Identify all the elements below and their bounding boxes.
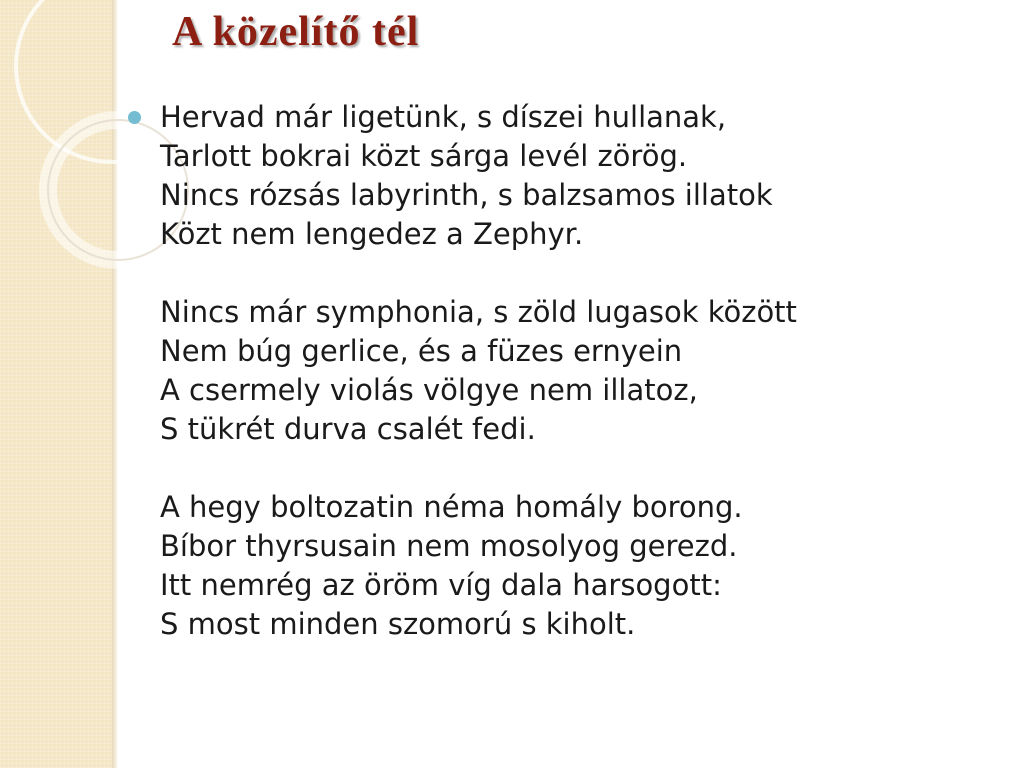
- poem-line: S tükrét durva csalét fedi.: [160, 412, 536, 446]
- slide-content: [128, 98, 988, 644]
- stanza-2: [160, 293, 988, 449]
- poem-line: A csermely violás völgye nem illatoz,: [160, 373, 698, 407]
- poem-line: Közt nem lengedez a Zephyr.: [160, 217, 584, 251]
- slide-title: A közelítő tél: [172, 9, 420, 55]
- side-decoration-band: [0, 0, 112, 768]
- poem-line: A hegy boltozatin néma homály borong.: [160, 490, 743, 524]
- poem-line: S most minden szomorú s kiholt.: [160, 607, 636, 641]
- poem-line: Tarlott bokrai közt sárga levél zörög.: [160, 139, 688, 173]
- poem-line: Itt nemrég az öröm víg dala harsogott:: [160, 568, 722, 602]
- side-band-edge: [112, 0, 118, 768]
- poem-bullet: [128, 98, 988, 644]
- stanza-3: [160, 488, 988, 644]
- poem-line: Nincs rózsás labyrinth, s balzsamos illatok: [160, 178, 773, 212]
- poem-line: Hervad már ligetünk, s díszei hullanak,: [160, 100, 727, 134]
- bullet-dot-icon: [128, 111, 141, 124]
- stanza-1: [160, 98, 988, 254]
- poem-line: Nem búg gerlice, és a füzes ernyein: [160, 334, 683, 368]
- poem-line: Bíbor thyrsusain nem mosolyog gerezd.: [160, 529, 738, 563]
- poem-line: Nincs már symphonia, s zöld lugasok között: [160, 295, 797, 329]
